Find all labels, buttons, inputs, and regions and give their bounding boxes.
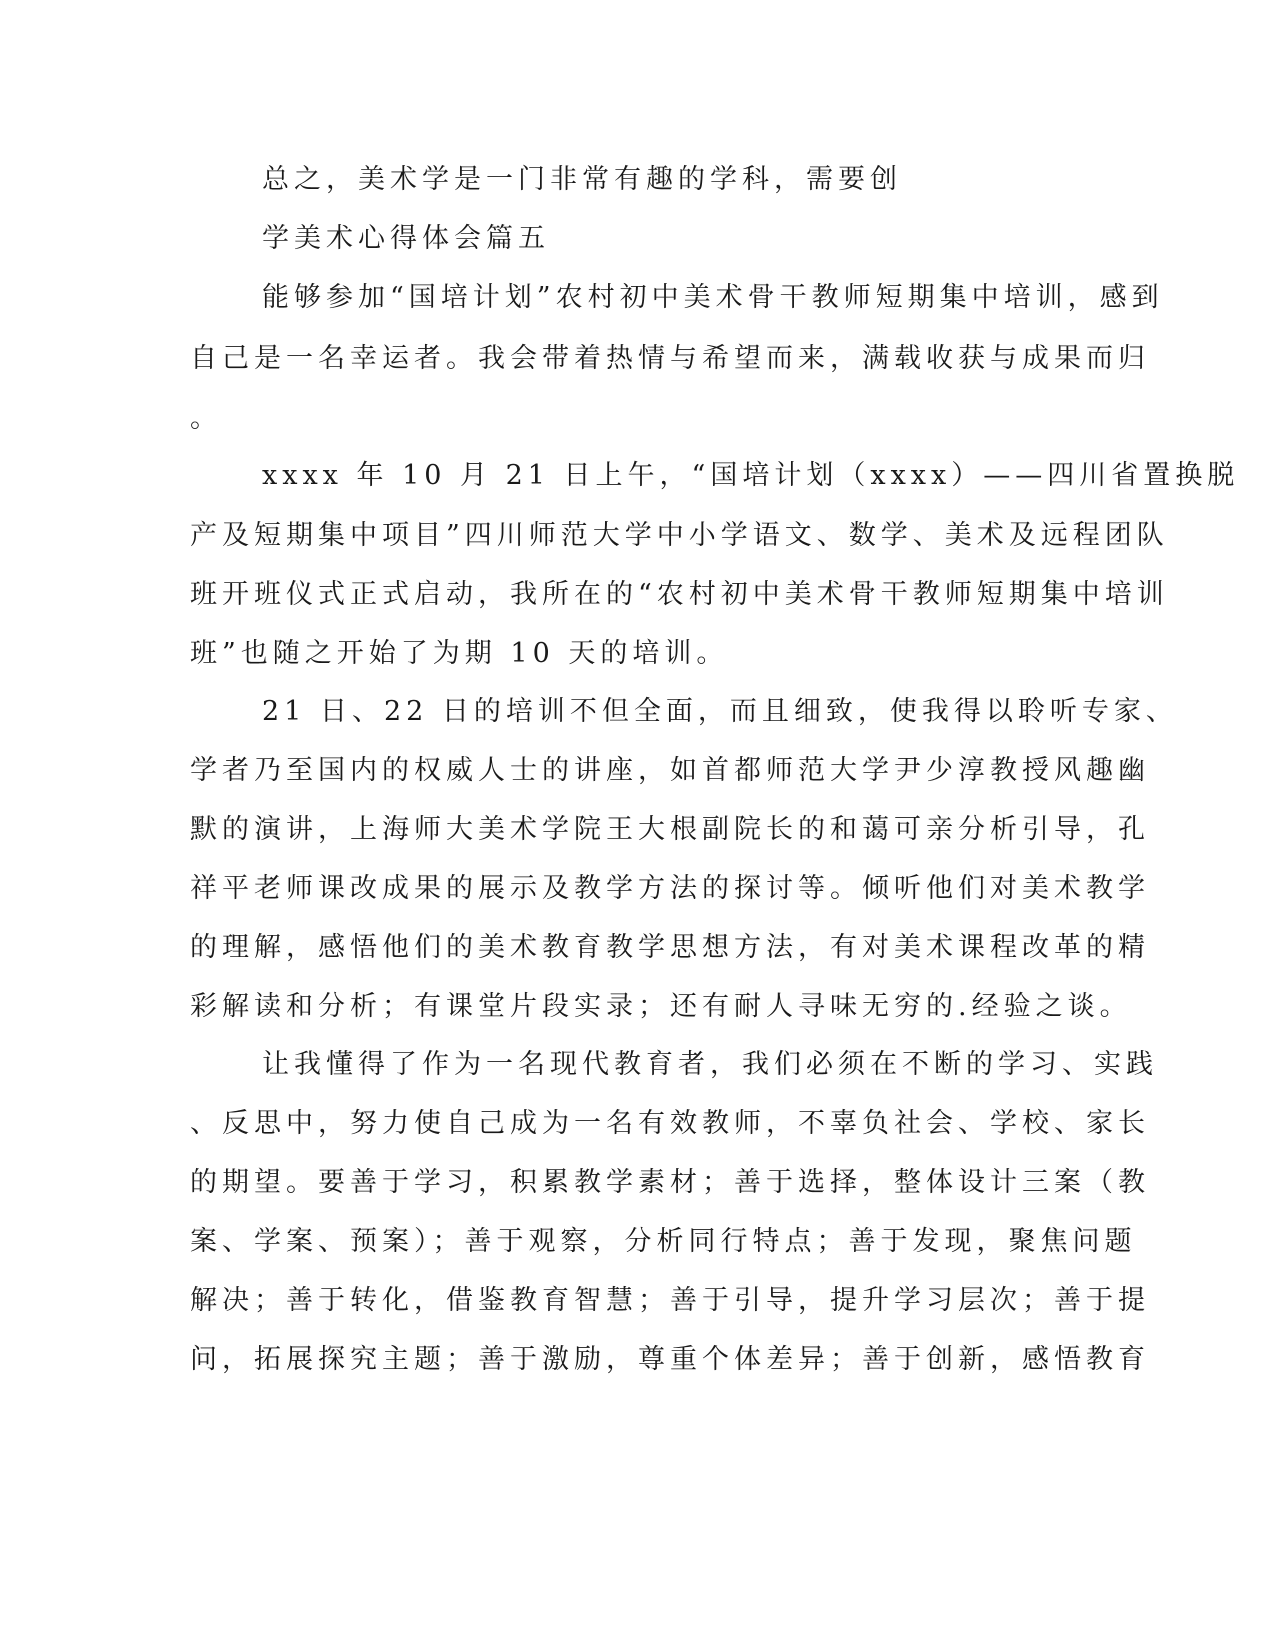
- text-line: 班”也随之开始了为期 10 天的培训。: [190, 638, 729, 669]
- text-line: 。: [190, 403, 222, 434]
- text-line: 解决；善于转化，借鉴教育智慧；善于引导，提升学习层次；善于提: [190, 1285, 1150, 1316]
- text-line: 案、学案、预案）；善于观察，分析同行特点；善于发现，聚焦问题: [190, 1226, 1137, 1257]
- text-line: 的期望。要善于学习，积累教学素材；善于选择，整体设计三案（教: [190, 1167, 1150, 1198]
- text-line: 的理解，感悟他们的美术教育教学思想方法，有对美术课程改革的精: [190, 932, 1150, 963]
- text-line: 祥平老师课改成果的展示及教学方法的探讨等。倾听他们对美术教学: [190, 873, 1150, 904]
- text-line: 能够参加“国培计划”农村初中美术骨干教师短期集中培训，感到: [262, 282, 1164, 313]
- text-line: 默的演讲，上海师大美术学院王大根副院长的和蔼可亲分析引导，孔: [190, 814, 1150, 845]
- text-line: 产及短期集中项目”四川师范大学中小学语文、数学、美术及远程团队: [190, 520, 1169, 551]
- text-line: 总之，美术学是一门非常有趣的学科，需要创: [262, 164, 902, 195]
- text-line: 问，拓展探究主题；善于激励，尊重个体差异；善于创新，感悟教育: [190, 1344, 1150, 1375]
- text-line: xxxx 年 10 月 21 日上午，“国培计划（xxxx）——四川省置换脱: [262, 460, 1240, 491]
- text-line: 21 日、22 日的培训不但全面，而且细致，使我得以聆听专家、: [262, 696, 1178, 727]
- text-line: 学者乃至国内的权威人士的讲座，如首都师范大学尹少淳教授风趣幽: [190, 755, 1150, 786]
- text-line: 班开班仪式正式启动，我所在的“农村初中美术骨干教师短期集中培训: [190, 579, 1169, 610]
- text-line: 让我懂得了作为一名现代教育者，我们必须在不断的学习、实践: [262, 1049, 1158, 1080]
- section-heading: 学美术心得体会篇五: [262, 223, 550, 254]
- text-line: 彩解读和分析；有课堂片段实录；还有耐人寻味无穷的.经验之谈。: [190, 991, 1132, 1022]
- text-line: 自己是一名幸运者。我会带着热情与希望而来，满载收获与成果而归: [190, 343, 1150, 374]
- text-line: 、反思中，努力使自己成为一名有效教师，不辜负社会、学校、家长: [190, 1108, 1150, 1139]
